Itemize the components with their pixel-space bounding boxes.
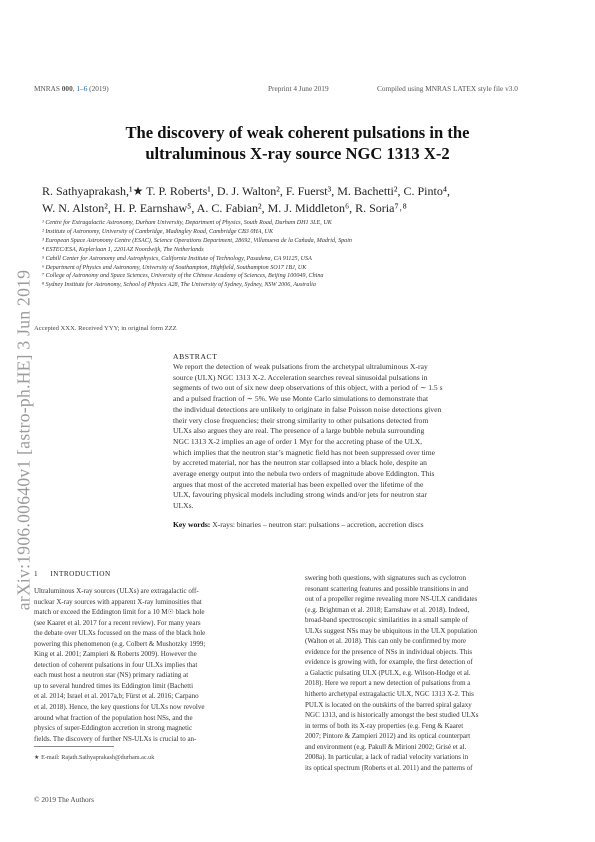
body-text-line: nuclear X-ray sources with apparent X-ray luminosities that (34, 597, 202, 606)
body-text-line: each must host a neutron star (NS) primary radiating at (34, 671, 189, 680)
body-text-line: swering both questions, with signatures such as cyclotron (305, 574, 466, 582)
keywords-text: X-rays: binaries – neutron star: pulsations – accretion, accretion discs (212, 520, 424, 529)
body-text-line: NGC 1313, and is historically amongst the best studied ULXs (305, 711, 479, 720)
body-text-line: fields. The discovery of further NS-ULXs is crucial to an- (34, 734, 197, 743)
body-text-line: the debate over ULXs focussed on the mass of the black hole (34, 629, 206, 638)
abstract-line: their very close frequencies; their strong similarity to other pulsations detected from (173, 415, 429, 425)
page-range-link[interactable]: 1–6 (76, 84, 88, 93)
abstract-heading: ABSTRACT (173, 352, 218, 361)
journal-year: (2019) (89, 84, 109, 93)
body-text-line: its optical spectrum (Roberts et al. 2011) and the patterns of (305, 763, 473, 772)
abstract-line: by accreted material, nor has the neutron star collapsed into a black hole, despite an (173, 458, 427, 468)
affiliation-line: ² Institute of Astronomy, University of Cambridge, Madingley Road, Cambridge CB3 0HA, UK (42, 228, 274, 235)
abstract-line: ULXs also argues they are real. The presence of a large bubble nebula surrounding (173, 426, 425, 436)
body-text-line: broad-band spectroscopic similarities in a small sample of (305, 616, 468, 625)
body-text-line: ULXs suggest NSs may be ubiquitous in the ULX population (305, 626, 478, 635)
body-text-line: powering this phenomenon (e.g. Colbert & Mushotzky 1999; (34, 639, 206, 648)
affiliation-line: ⁵ Cahill Center for Astronomy and Astrophysics, California Institute of Technology, Pasadena, CA 91125, USA (42, 255, 312, 262)
author-email-footnote: ★ E-mail: Rajath.Sathyaprakash@durham.ac.uk (34, 754, 155, 761)
body-text-line: 2007; Pintore & Zampieri 2012) and its optical counterpart (305, 732, 471, 741)
body-text-line: detection of coherent pulsations in four ULXs implies that (34, 660, 198, 669)
body-text-line: PULX is located on the outskirts of the barred spiral galaxy (305, 700, 472, 709)
section-heading (34, 570, 111, 578)
paper-title (50, 122, 545, 164)
body-text-line: evidence is growing with, for example, the first detection of (305, 658, 473, 667)
abstract-line: ULXs. (173, 501, 194, 511)
body-text-line: Ultraluminous X-ray sources (ULXs) are extragalactic off- (34, 587, 199, 595)
body-text-line: and environment (e.g. Pakull & Mirioni 2002; Grisé et al. (305, 742, 467, 751)
abstract-line: which implies that the neutron star’s magnetic field has not been suppressed over time (173, 447, 435, 457)
body-text-line: hitherto archetypal extragalactic ULX, NGC 1313 X-2. This (305, 690, 474, 699)
abstract-line: segments of two out of six new deep observations of this object, with a period of ∼ 1.5 s (173, 383, 443, 393)
abstract-line: argues that most of the accreted material has been expelled over the lifetime of the (173, 479, 424, 489)
section-title: INTRODUCTION (50, 570, 111, 578)
abstract-line: ULX, favouring physical models including strong winds and/or jets for neutron star (173, 490, 427, 500)
body-column-right (305, 573, 565, 773)
body-text-line: around what fraction of the population host NSs, and the (34, 713, 193, 722)
title-line: The discovery of weak coherent pulsations in the (125, 123, 470, 142)
abstract-body (173, 362, 563, 512)
body-text-line: et al. 2018). Hence, the key questions for ULXs now revolve (34, 703, 205, 712)
abstract-line: the individual detections are unlikely to originate in false Poisson noise detections given (173, 404, 442, 414)
affiliation-line: ³ European Space Astronomy Centre (ESAC), Science Operations Department, 28692, Villanueva de la Cañada, Madrid, Spain (42, 237, 352, 244)
author-list (42, 183, 572, 216)
journal-header: MNRAS 000, 1–6 (2019) (34, 84, 109, 93)
arxiv-stamp-text[interactable]: arXiv:1906.00640v1 [astro-ph.HE] 3 Jun 2019 (13, 269, 34, 611)
preprint-date: Preprint 4 June 2019 (268, 84, 329, 93)
abstract-line: average energy output into the nebula two orders of magnitude above Eddington. This (173, 469, 435, 479)
abstract-line: We report the detection of weak pulsations from the archetypal ultraluminous X-ray (173, 362, 428, 371)
body-text-line: (e.g. Brightman et al. 2018; Earnshaw et al. 2018). Indeed, (305, 605, 470, 614)
title-line: ultraluminous X-ray source NGC 1313 X-2 (145, 144, 450, 163)
affiliation-line: ⁴ ESTEC/ESA, Keplerlaan 1, 2201AZ Noordwijk, The Netherlands (42, 246, 204, 253)
abstract-line: NGC 1313 X-2 implies an age of order 1 Myr for the accreting phase of the ULX, (173, 436, 423, 446)
copyright-notice: © 2019 The Authors (34, 795, 94, 804)
compiled-note: Compiled using MNRAS LATEX style file v3.0 (377, 84, 518, 93)
body-column-left (34, 586, 289, 744)
section-number: 1 (34, 570, 39, 578)
affiliation-line: ⁷ College of Astronomy and Space Sciences, University of the Chinese Academy of Sciences, Beijing 100049, China (42, 273, 324, 280)
body-text-line: physics of super-Eddington accretion in strong magnetic (34, 724, 193, 733)
footnote-divider (34, 746, 114, 747)
keywords-line (173, 520, 424, 529)
author-line: R. Sathyaprakash,¹★ T. P. Roberts¹, D. J. Walton², F. Fuerst³, M. Bachetti², C. Pinto⁴, (42, 184, 450, 198)
body-text-line: out of a propeller regime revealing more NS-ULX candidates (305, 595, 478, 604)
body-text-line: (Walton et al. 2018). This can only be confirmed by more (305, 637, 467, 646)
body-text-line: in terms of both its X-ray properties (e.g. Feng & Kaaret (305, 721, 464, 730)
affiliation-line: ⁸ Sydney Institute for Astronomy, School of Physics A28, The University of Sydney, Sydney, NSW 2006, Australia (42, 282, 316, 289)
body-text-line: a Galactic pulsating ULX (PULX, e.g. Wilson-Hodge et al. (305, 668, 471, 677)
journal-volume: 000 (61, 84, 73, 93)
arxiv-stamp (4, 240, 44, 640)
body-text-line: resonant scattering features and possible transitions in and (305, 584, 469, 593)
body-text-line: match or exceed the Eddington limit for a 10 M☉ black hole (34, 608, 205, 617)
affiliation-list (42, 219, 582, 290)
affiliation-line: ⁶ Department of Physics and Astronomy, University of Southampton, Highfield, Southampton SO17 1BJ, UK (42, 264, 307, 271)
body-text-line: King et al. 2001; Zampieri & Roberts 2009). However the (34, 650, 197, 659)
author-line: W. N. Alston², H. P. Earnshaw⁵, A. C. Fabian², M. J. Middleton⁶, R. Soria⁷˒⁸ (42, 200, 407, 215)
body-text-line: (see Kaaret et al. 2017 for a recent review). For many years (34, 618, 201, 627)
abstract-line: source (ULX) NGC 1313 X-2. Acceleration searches reveal sinusoidal pulsations in (173, 372, 428, 382)
affiliation-line: ¹ Centre for Extragalactic Astronomy, Durham University, Department of Physics, South Road, Durham DH1 3LE, UK (42, 220, 332, 226)
journal-name: MNRAS (34, 84, 60, 93)
body-text-line: 2018). Here we report a new detection of pulsations from a (305, 679, 471, 688)
body-text-line: 2008a). In particular, a lack of radial velocity variations in (305, 753, 469, 762)
received-accepted-line: Accepted XXX. Received YYY; in original form ZZZ (34, 325, 177, 332)
keywords-label: Key words: (173, 520, 211, 529)
abstract-line: and a pulsed fraction of ∼ 5%. We use Monte Carlo simulations to demonstrate that (173, 394, 429, 404)
body-text-line: evidence for the presence of NSs in individual objects. This (305, 647, 473, 656)
body-text-line: et al. 2014; Israel et al. 2017a,b; Fürst et al. 2016; Carpano (34, 692, 199, 701)
body-text-line: up to several hundred times its Eddington limit (Bachetti (34, 681, 194, 690)
